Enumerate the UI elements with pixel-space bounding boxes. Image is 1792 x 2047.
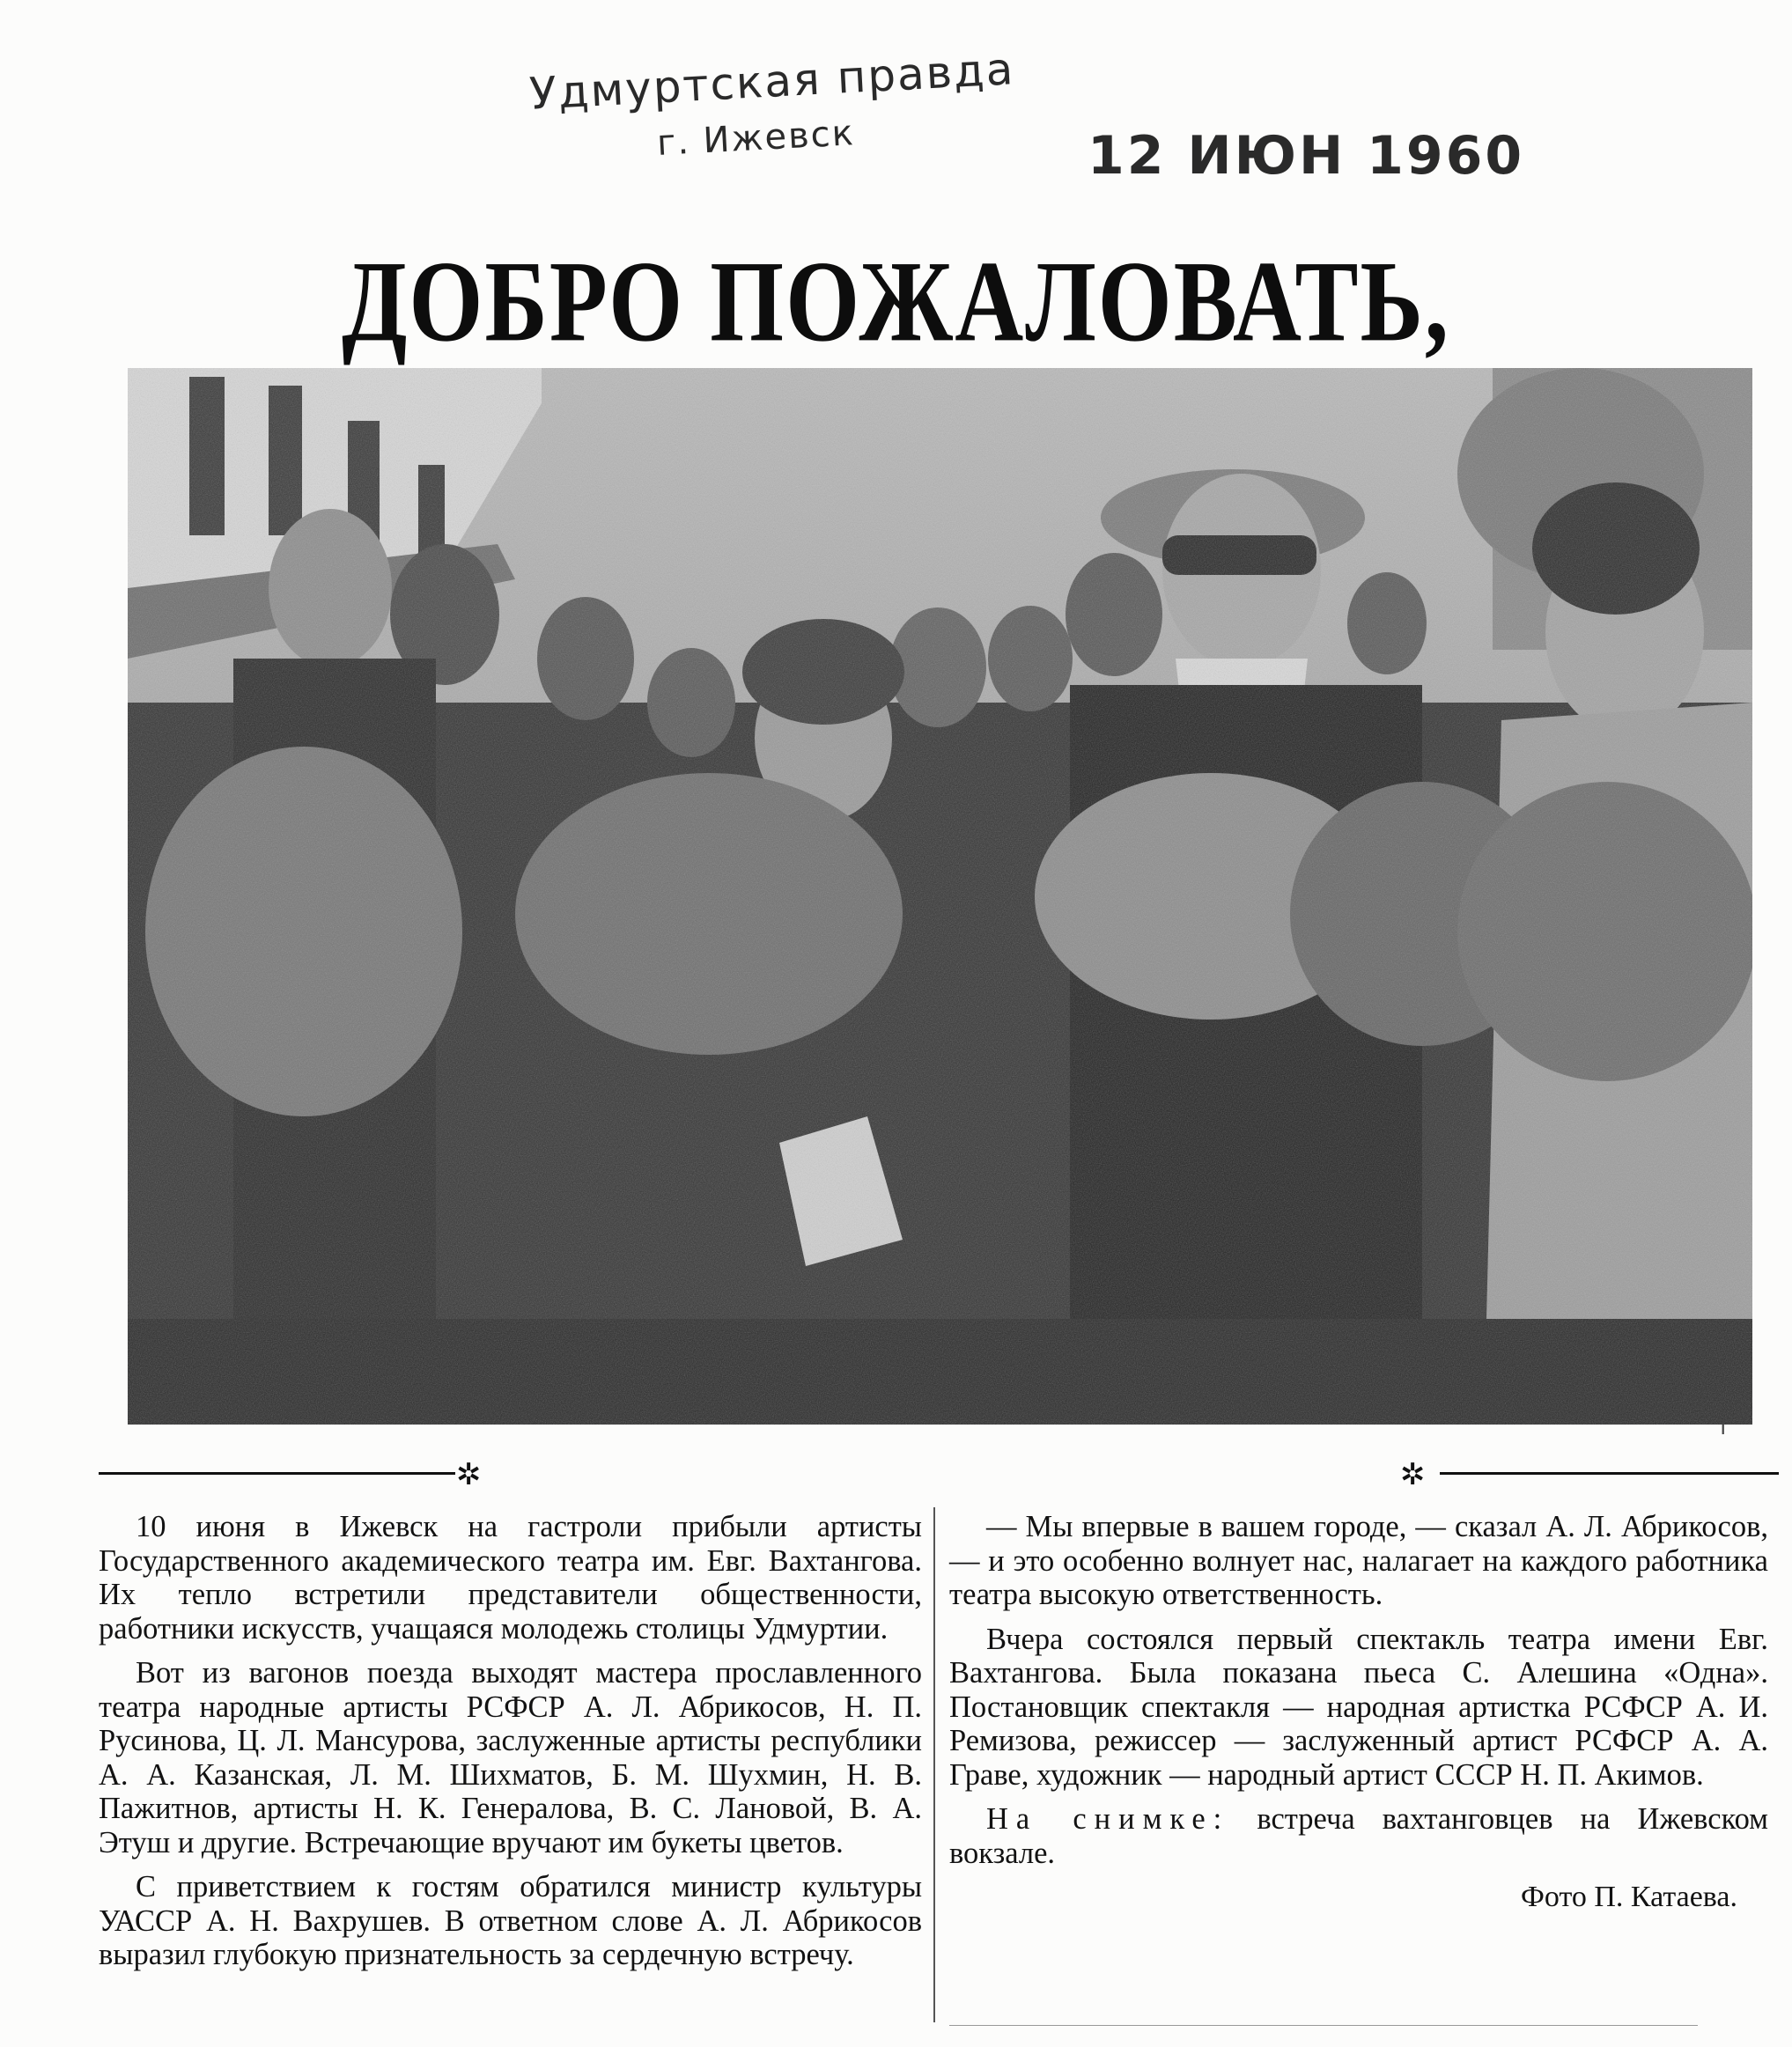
ornament-star-right-icon: ✲ — [1400, 1457, 1426, 1492]
article-paragraph-4: — Мы впервые в вашем городе, — сказал А. Л. Абрикосов, — и это особенно волнует нас, налагает на каждого работника театра высокую ответственность. — [949, 1510, 1768, 1611]
newspaper-name-stamp: Удмуртская правда — [528, 43, 1016, 120]
article-paragraph-1: 10 июня в Ижевск на гастроли прибыли артисты Государственного академического театра им. Евг. Вахтангова. Их тепло встретили представители общественности, работники искусств, учащаяся молодежь столицы Удмуртии. — [99, 1510, 922, 1646]
photo-caption — [949, 1802, 1768, 1870]
article-paragraph-2: Вот из вагонов поезда выходят мастера прославленного театра народные артисты РСФСР А. Л. Абрикосов, Н. П. Русинова, Ц. Л. Мансурова, заслуженные артисты республики А. А. Казанская, Л. М. Шихматов, Б. М. Шухмин, Н. В. Пажитнов, артисты Н. К. Генералова, В. С. Лановой, В. А. Этуш и другие. Встречающие вручают им букеты цветов. — [99, 1656, 922, 1859]
news-photograph — [128, 368, 1752, 1425]
photo-caption-text: встреча вахтанговцев на Ижевском вокзале. — [949, 1802, 1768, 1870]
column-divider — [933, 1507, 935, 2022]
photo-corner-mark: Т — [1717, 1417, 1729, 1440]
separator-rule-right — [1440, 1472, 1779, 1475]
separator-rule-left — [99, 1472, 455, 1475]
article-paragraph-3: С приветствием к гостям обратился министр культуры УАССР А. Н. Вахрушев. В ответном слове А. Л. Абрикосов выразил глубокую признательность за сердечную встречу. — [99, 1870, 922, 1971]
photo-caption-lead: На снимке: — [986, 1802, 1230, 1836]
ornament-star-left-icon: ✲ — [456, 1457, 482, 1492]
date-stamp: 12 ИЮН 1960 — [1088, 125, 1525, 187]
headline: ДОБРО ПОЖАЛОВАТЬ, — [342, 238, 1450, 366]
photo-credit: Фото П. Катаева. — [1521, 1881, 1737, 1913]
bottom-rule — [949, 2025, 1698, 2026]
article-column-left — [99, 1510, 922, 1983]
city-stamp: г. Ижевск — [656, 113, 856, 164]
article-paragraph-5: Вчера состоялся первый спектакль театра имени Евг. Вахтангова. Была показана пьеса С. Алешина «Одна». Постановщик спектакля — народная артистка РСФСР А. И. Ремизова, режиссер — заслуженный артист РСФСР А. А. Граве, художник — народный артист СССР Н. П. Акимов. — [949, 1622, 1768, 1792]
article-column-right — [949, 1510, 1768, 1926]
